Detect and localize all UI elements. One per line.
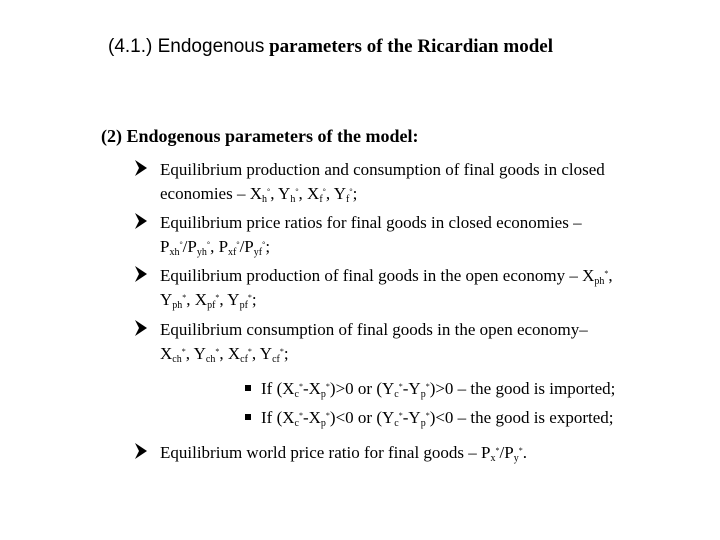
list-item-line: $P_{xh}^\circ/P_{yh}^\circ$, $P_{xf}^\circ/P_{yf}^\circ$; xyxy=(160,237,271,258)
square-bullet-icon xyxy=(245,385,251,391)
list-item-line: Equilibrium production and consumption of final goods in closed xyxy=(160,160,605,179)
list-item-line: Equilibrium consumption of final goods in the open economy– xyxy=(160,320,588,339)
list-item-line: $X_{ch}^*$, $Y_{ch}^*$, $X_{cf}^*$, $Y_{cf}^*$; xyxy=(160,344,289,365)
arrow-bullet-icon xyxy=(134,442,148,460)
list-item-line: economies – $X_h^\circ$, $Y_h^\circ$, $X_f^\circ$, $Y_f^\circ$; xyxy=(160,184,358,205)
title-part-serif: parameters of the Ricardian model xyxy=(264,36,553,57)
list-item-line: Equilibrium price ratios for final goods in closed economies – xyxy=(160,213,582,232)
list-item-line: Equilibrium production of final goods in the open economy – $X_{ph}^*$, xyxy=(160,266,613,287)
sub-item-line: If $(X_c^*-X_p^*)>0$ or $(Y_c^*-Y_p^*)>0$ – the good is imported; xyxy=(261,379,616,400)
title-part-sans: (4.1.) Endogenous xyxy=(108,36,265,57)
square-bullet-icon xyxy=(245,414,251,420)
list-item-line: $Y_{ph}^*$, $X_{pf}^*$, $Y_{pf}^*$; xyxy=(160,290,257,311)
section-heading: (2) Endogenous parameters of the model: xyxy=(101,126,419,146)
sub-item-line: If $(X_c^*-X_p^*)<0$ or $(Y_c^*-Y_p^*)<0$ – the good is exported; xyxy=(261,408,614,429)
slide-title xyxy=(108,36,708,58)
list-item-line: Equilibrium world price ratio for final goods – $P_x^*/P_y^*$. xyxy=(160,443,527,464)
arrow-bullet-icon xyxy=(134,319,148,337)
arrow-bullet-icon xyxy=(134,265,148,283)
arrow-bullet-icon xyxy=(134,212,148,230)
arrow-bullet-icon xyxy=(134,159,148,177)
